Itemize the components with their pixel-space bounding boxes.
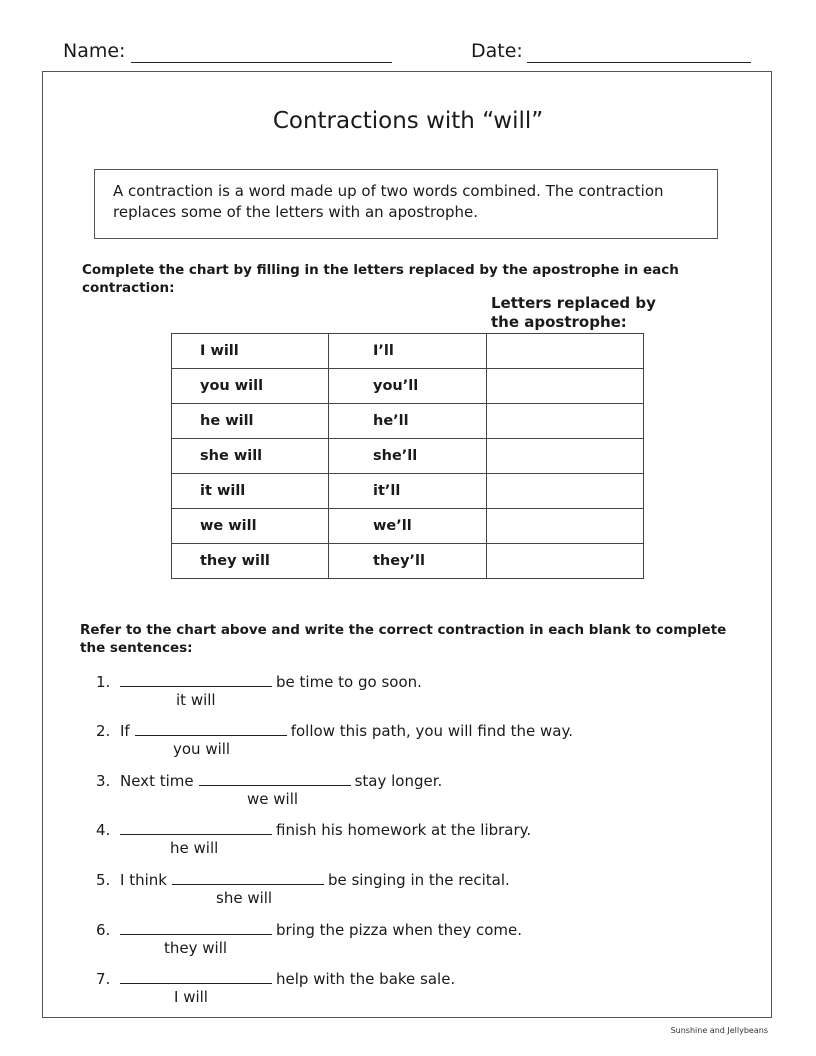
chart-answer-cell[interactable] — [487, 334, 644, 369]
sentence-hint: you will — [173, 740, 231, 758]
chart-row — [172, 439, 644, 474]
sentence-number: 2. — [96, 722, 111, 740]
chart-row — [172, 404, 644, 439]
chart-contraction-cell: I’ll — [329, 334, 487, 369]
sentence-item — [96, 871, 510, 889]
letters-replaced-header — [491, 294, 656, 332]
answer-blank[interactable] — [199, 772, 351, 786]
chart-row — [172, 474, 644, 509]
sentence-number: 5. — [96, 871, 111, 889]
chart-row — [172, 544, 644, 579]
sentence-number: 1. — [96, 673, 111, 691]
sentence-hint: they will — [164, 939, 228, 957]
sentence-item — [96, 673, 422, 691]
answer-blank[interactable] — [120, 921, 272, 935]
sentence-number: 6. — [96, 921, 111, 939]
chart-answer-cell[interactable] — [487, 544, 644, 579]
chart-answer-cell[interactable] — [487, 369, 644, 404]
chart-contraction-cell: we’ll — [329, 509, 487, 544]
sentence-hint: it will — [176, 691, 216, 709]
date-field[interactable] — [527, 62, 751, 63]
sentence-hint: he will — [170, 839, 219, 857]
sentence-item — [96, 921, 522, 939]
sentence-item — [96, 821, 531, 839]
sentence-item — [96, 772, 442, 790]
sentence-text-after: finish his homework at the library. — [276, 821, 532, 839]
name-field[interactable] — [131, 62, 392, 63]
definition-text: A contraction is a word made up of two words combined. The contraction replaces some of the letters with an apostrophe. — [113, 182, 664, 221]
chart-words-cell: she will — [172, 439, 329, 474]
chart-answer-cell[interactable] — [487, 474, 644, 509]
answer-blank[interactable] — [172, 871, 324, 885]
chart-answer-cell[interactable] — [487, 404, 644, 439]
chart-contraction-cell: he’ll — [329, 404, 487, 439]
chart-row — [172, 509, 644, 544]
letters-header-line2: the apostrophe: — [491, 313, 627, 331]
chart-answer-cell[interactable] — [487, 439, 644, 474]
date-label: Date: — [471, 40, 523, 62]
sentence-hint: we will — [247, 790, 299, 808]
letters-header-line1: Letters replaced by — [491, 294, 656, 312]
sentence-hint: she will — [216, 889, 273, 907]
sentence-text-after: be time to go soon. — [276, 673, 422, 691]
chart-words-cell: it will — [172, 474, 329, 509]
answer-blank[interactable] — [120, 970, 272, 984]
sentence-text-after: stay longer. — [354, 772, 443, 790]
sentence-hint: I will — [174, 988, 208, 1006]
chart-row — [172, 334, 644, 369]
chart-answer-cell[interactable] — [487, 509, 644, 544]
sentence-item — [96, 722, 573, 740]
answer-blank[interactable] — [120, 821, 272, 835]
sentence-text-after: be singing in the recital. — [327, 871, 510, 889]
chart-contraction-cell: she’ll — [329, 439, 487, 474]
footer-credit: Sunshine and Jellybeans — [670, 1026, 768, 1035]
chart-words-cell: he will — [172, 404, 329, 439]
answer-blank[interactable] — [135, 722, 287, 736]
sentence-text-before: I think — [120, 871, 167, 889]
chart-row — [172, 369, 644, 404]
chart-contraction-cell: it’ll — [329, 474, 487, 509]
contraction-chart — [171, 333, 644, 579]
sentence-text-after: follow this path, you will find the way. — [290, 722, 573, 740]
name-label: Name: — [63, 40, 126, 62]
sentence-text-before: Next time — [120, 772, 194, 790]
sentence-text-after: bring the pizza when they come. — [276, 921, 523, 939]
chart-contraction-cell: you’ll — [329, 369, 487, 404]
chart-words-cell: I will — [172, 334, 329, 369]
sentence-instruction: Refer to the chart above and write the correct contraction in each blank to complete the sentences: — [80, 622, 727, 656]
sentence-number: 7. — [96, 970, 111, 988]
chart-words-cell: you will — [172, 369, 329, 404]
sentence-item — [96, 970, 455, 988]
chart-contraction-cell: they’ll — [329, 544, 487, 579]
page-title: Contractions with “will” — [272, 108, 544, 134]
chart-words-cell: we will — [172, 509, 329, 544]
chart-instruction: Complete the chart by filling in the letters replaced by the apostrophe in each contraction: — [82, 262, 679, 296]
chart-words-cell: they will — [172, 544, 329, 579]
definition-box — [94, 169, 718, 239]
sentence-text-before: If — [120, 722, 130, 740]
sentence-text-after: help with the bake sale. — [276, 970, 456, 988]
sentence-number: 4. — [96, 821, 111, 839]
sentence-number: 3. — [96, 772, 111, 790]
answer-blank[interactable] — [120, 673, 272, 687]
